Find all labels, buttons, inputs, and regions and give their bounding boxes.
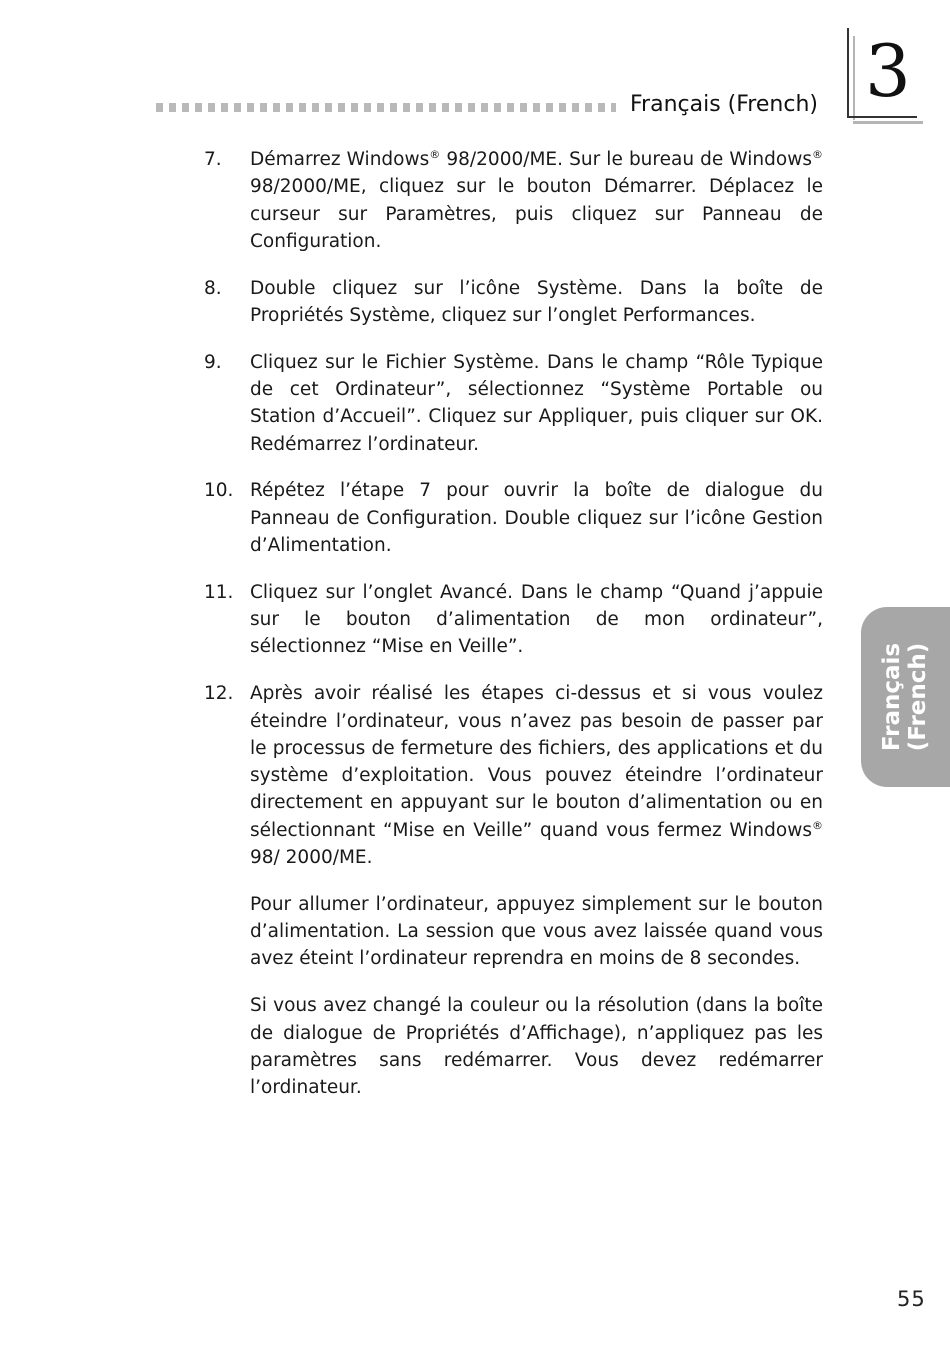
item-number: 7. (204, 149, 222, 170)
body-content (204, 146, 823, 1121)
list-item (204, 349, 823, 458)
page-number: 55 (897, 1287, 926, 1311)
header-dot-rule (156, 103, 616, 113)
item-number: 10. (204, 480, 234, 502)
section-title: Français (French) (630, 92, 818, 117)
list-item (204, 275, 823, 330)
item-text: Double cliquez sur l’icône Système. Dans la boîte de Propriétés Système, cliquez sur l’onglet Performances. (250, 277, 823, 326)
list-item (204, 680, 823, 871)
item-number: 11. (204, 581, 234, 603)
list-item (204, 579, 823, 661)
side-tab-line-1: Français (879, 642, 905, 752)
item-text: Après avoir réalisé les étapes ci-dessus et si vous voulez éteindre l’ordinateur, vous n’avez pas besoin de passer par le processus de fermeture des fichiers, des applications et du système d’exploitation. Vous pouvez éteindre l’ordinateur directement en appuyant sur le bouton d’alimentation ou en sélectionnant “Mise en Veille” quand vous fermez Windows® 98/ 2000/ME. (250, 683, 823, 869)
list-item (204, 146, 823, 255)
chapter-number: 3 (865, 29, 911, 113)
body-paragraph: Si vous avez changé la couleur ou la résolution (dans la boîte de dialogue de Propriétés d’Affichage), n’appliquez pas les paramètres sans redémarrer. Vous devez redémarrer l’ordinateur. (250, 995, 823, 1099)
list-item (204, 477, 823, 559)
item-text: Répétez l’étape 7 pour ouvrir la boîte de dialogue du Panneau de Configuration. Double cliquez sur l’icône Gestion d’Alimentation. (250, 480, 823, 557)
item-number: 12. (204, 683, 234, 705)
side-tab-line-2: (French) (905, 642, 931, 752)
chapter-marker (847, 28, 917, 118)
item-text: Démarrez Windows® 98/2000/ME. Sur le bureau de Windows® 98/2000/ME, cliquez sur le bouton Démarrer. Déplacez le curseur sur Paramètres, puis cliquez sur Panneau de Configuration. (250, 147, 823, 252)
item-number: 8. (204, 277, 222, 299)
side-tab-label (879, 643, 931, 752)
body-paragraph: Pour allumer l’ordinateur, appuyez simplement sur le bouton d’alimentation. La session que vous avez laissée quand vous avez éteint l’ordinateur reprendra en moins de 8 secondes. (250, 893, 823, 970)
item-number: 9. (204, 351, 222, 373)
item-text: Cliquez sur le Fichier Système. Dans le champ “Rôle Typique de cet Ordinateur”, sélectionnez “Système Portable ou Station d’Accueil”. Cliquez sur Appliquer, puis cliquer sur OK. Redémarrez l’ordinateur. (250, 351, 823, 455)
language-side-tab (861, 607, 950, 787)
item-text: Cliquez sur l’onglet Avancé. Dans le champ “Quand j’appuie sur le bouton d’alimentation de mon ordinateur”, sélectionnez “Mise en Veille”. (250, 581, 823, 658)
